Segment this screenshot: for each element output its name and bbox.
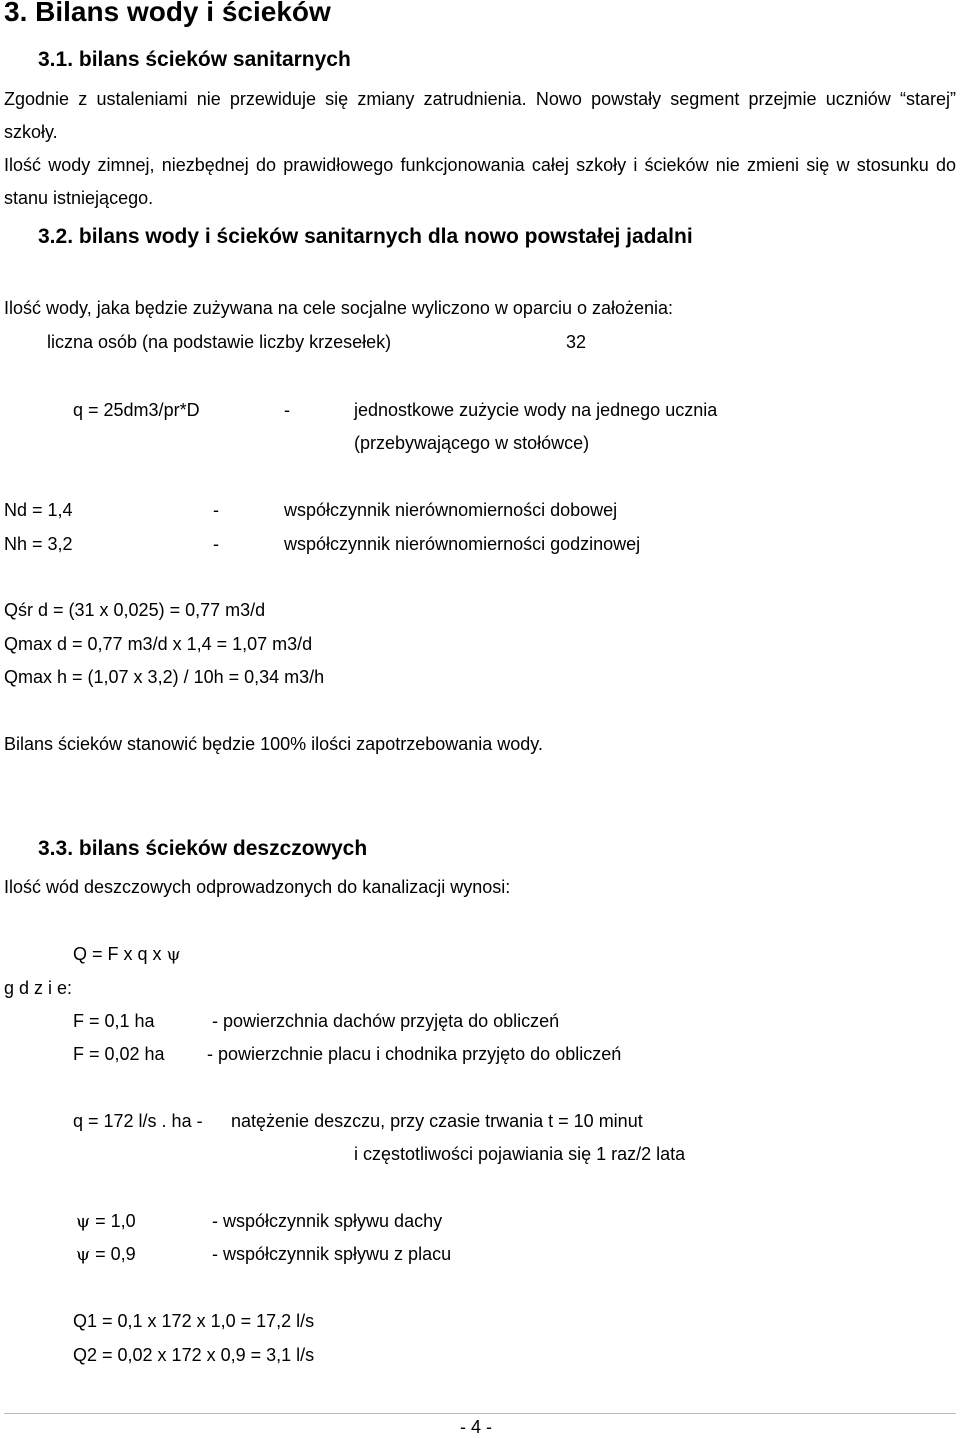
psi1-description: - współczynnik spływu dachy (212, 1211, 443, 1231)
psi-symbol: ψ (76, 1211, 91, 1232)
nh-dash: - (213, 534, 219, 554)
q-dash: - (284, 400, 290, 420)
q-description-line-2: (przebywającego w stołówce) (354, 433, 590, 453)
q2-result: Q2 = 0,02 x 172 x 0,9 = 3,1 l/s (73, 1345, 315, 1365)
rain-formula-text: Q = F x q x (73, 944, 167, 964)
nd-description: współczynnik nierównomierności dobowej (284, 500, 618, 520)
rain-formula (73, 943, 181, 966)
nd-symbol: Nd = 1,4 (4, 500, 73, 520)
calc-qsr-d: Qśr d = (31 x 0,025) = 0,77 m3/d (4, 600, 266, 620)
psi2-symbol (76, 1243, 136, 1266)
calc-qmax-d: Qmax d = 0,77 m3/d x 1,4 = 1,07 m3/d (4, 634, 313, 654)
section-3-3-intro: Ilość wód deszczowych odprowadzonych do kanalizacji wynosi: (4, 877, 511, 897)
section-3-1-paragraph-1: Zgodnie z ustaleniami nie przewiduje się zmiany zatrudnienia. Nowo powstały segment przejmie uczniów “starej” szkoły. (4, 89, 956, 142)
q1-result: Q1 = 0,1 x 172 x 1,0 = 17,2 l/s (73, 1311, 315, 1331)
persons-label: liczna osób (na podstawie liczby krzesełek) (47, 332, 392, 352)
section-3-1-title: 3.1. bilans ścieków sanitarnych (38, 48, 351, 71)
q-symbol: q = 25dm3/pr*D (73, 400, 200, 420)
psi-symbol: ψ (166, 944, 181, 965)
persons-value: 32 (566, 332, 587, 352)
rain-intensity-symbol: q = 172 l/s . ha - (73, 1111, 203, 1131)
psi2-description: - współczynnik spływu z placu (212, 1244, 452, 1264)
nh-description: współczynnik nierównomierności godzinowej (284, 534, 641, 554)
page-number: - 4 - (460, 1417, 493, 1437)
calc-qmax-h: Qmax h = (1,07 x 3,2) / 10h = 0,34 m3/h (4, 667, 325, 687)
q-description-line-1: jednostkowe zużycie wody na jednego ucznia (354, 400, 718, 420)
f2-symbol: F = 0,02 ha (73, 1044, 165, 1064)
nh-symbol: Nh = 3,2 (4, 534, 73, 554)
where-label: g d z i e: (4, 978, 73, 998)
psi-symbol: ψ (76, 1244, 91, 1265)
section-3-2-intro: Ilość wody, jaka będzie zużywana na cele socjalne wyliczono w oparciu o założenia: (4, 298, 674, 318)
footer-divider (4, 1413, 956, 1414)
page-heading: 3. Bilans wody i ścieków (4, 0, 331, 27)
psi2-value: = 0,9 (90, 1244, 136, 1264)
section-3-3-title: 3.3. bilans ścieków deszczowych (38, 837, 368, 860)
psi1-symbol (76, 1210, 136, 1233)
f1-symbol: F = 0,1 ha (73, 1011, 155, 1031)
section-3-2-summary: Bilans ścieków stanowić będzie 100% ilości zapotrzebowania wody. (4, 734, 543, 754)
section-3-1-paragraph-2: Ilość wody zimnej, niezbędnej do prawidłowego funkcjonowania całej szkoły i ścieków nie zmieni się w stosunku do stanu istniejącego. (4, 155, 956, 208)
section-3-2-title: 3.2. bilans wody i ścieków sanitarnych dla nowo powstałej jadalni (38, 225, 693, 248)
psi1-value: = 1,0 (90, 1211, 136, 1231)
rain-intensity-description-line-1: natężenie deszczu, przy czasie trwania t = 10 minut (231, 1111, 643, 1131)
f2-description: - powierzchnie placu i chodnika przyjęto do obliczeń (207, 1044, 622, 1064)
f1-description: - powierzchnia dachów przyjęta do obliczeń (212, 1011, 560, 1031)
nd-dash: - (213, 500, 219, 520)
rain-intensity-description-line-2: i częstotliwości pojawiania się 1 raz/2 lata (354, 1144, 686, 1164)
